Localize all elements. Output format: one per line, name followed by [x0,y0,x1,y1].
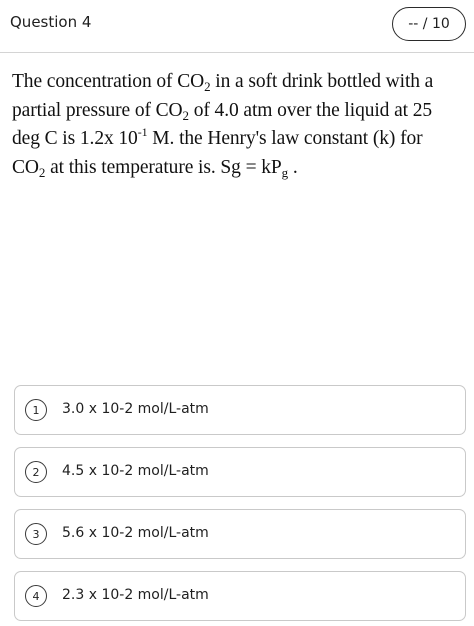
question-text-segment: deg C is 1.2x 10 [12,128,138,149]
question-text-segment: . [288,156,298,178]
option-text: 3.0 x 10-2 mol/L-atm [62,401,209,417]
question-text-segment: M. the Henry's law constant (k) for [147,128,423,149]
question-text-segment: partial pressure of CO [12,99,183,121]
option-text: 2.3 x 10-2 mol/L-atm [62,587,209,603]
subscript: g [281,164,289,180]
question-line-2 [12,97,464,126]
question-header [0,0,474,53]
question-text-segment: at this temperature is. Sg = kP [45,156,282,178]
answer-option-4[interactable] [14,571,466,621]
question-text-segment: of 4.0 atm over the liquid at 25 [188,99,433,121]
superscript: -1 [137,125,148,139]
question-title: Question 4 [10,13,92,31]
subscript: 2 [204,79,211,94]
answer-option-1[interactable] [14,385,466,435]
answer-option-2[interactable] [14,447,466,497]
question-text-segment: CO [12,156,39,178]
option-text: 4.5 x 10-2 mol/L-atm [62,463,209,479]
option-number-badge: 1 [25,399,47,421]
question-text-segment: in a soft drink bottled with a [210,71,434,92]
question-text [12,68,464,182]
score-badge: -- / 10 [392,7,466,41]
option-number-badge: 2 [25,461,47,483]
option-text: 5.6 x 10-2 mol/L-atm [62,525,209,541]
subscript: 2 [38,164,46,180]
option-number-badge: 3 [25,523,47,545]
question-text-segment: The concentration of CO [12,71,205,92]
question-line-3 [12,125,464,154]
answer-option-3[interactable] [14,509,466,559]
question-line-1 [12,68,464,97]
option-number-badge: 4 [25,585,47,607]
question-line-4 [12,154,464,183]
subscript: 2 [182,107,189,123]
